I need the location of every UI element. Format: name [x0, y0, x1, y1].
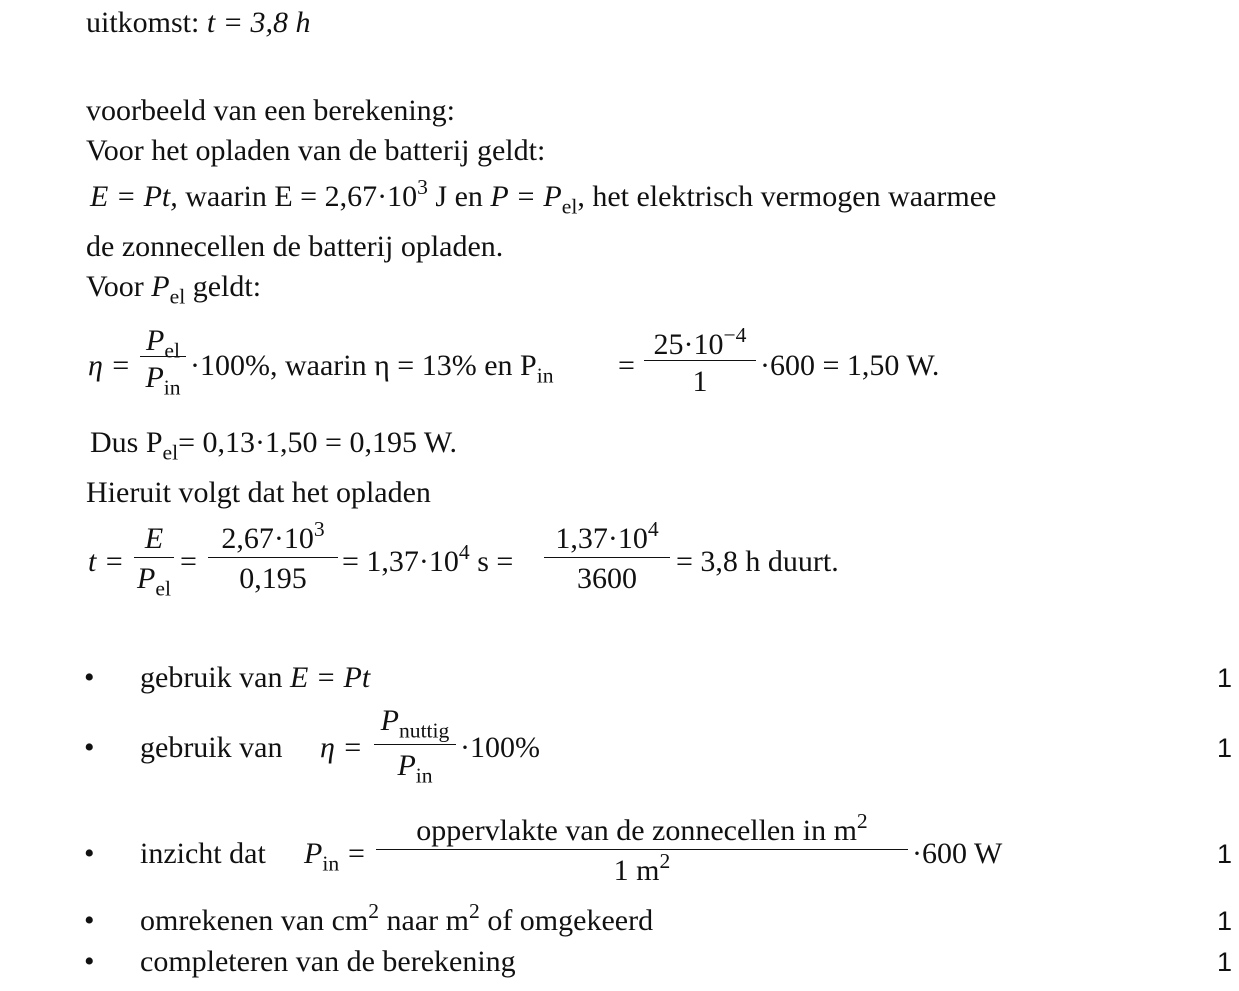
bullet: • [84, 837, 95, 870]
criterion-5-points: 1 [1217, 947, 1233, 977]
criterion-4-points: 1 [1217, 906, 1233, 936]
time-fraction-3: $1,37\cdot 10^4$ 3600 [544, 524, 670, 594]
criterion-3-lhs: $P_{in}$ [304, 837, 340, 876]
bullet: • [84, 731, 95, 764]
time-fraction-2: $2,67\cdot 10^3$ 0,195 [208, 524, 338, 594]
bullet: • [84, 945, 95, 978]
dus-line: Dus $P_{el}= 0,13\cdot 1,50 = 0,195$ W. [90, 426, 457, 465]
bullet: • [84, 661, 95, 694]
criterion-2-text: gebruik van [140, 731, 283, 764]
time-lhs: t = [88, 545, 125, 578]
result-line [86, 8, 310, 38]
bullet: • [84, 904, 95, 937]
criterion-1-formula: E = Pt [289, 661, 371, 694]
time-result: = 3,8 h duurt. [676, 545, 839, 578]
time-fraction-1: E $P_{el}$ [134, 524, 174, 594]
pin-equals: = [618, 349, 635, 382]
waarin-text: waarin [185, 180, 267, 213]
calc-line-4: Voor $P_{el}$ geldt: [86, 270, 262, 309]
criterion-2-rest: ·100% [460, 731, 540, 764]
power-equality: $P = P_{el}$ [490, 180, 578, 219]
joule-en-text: J en [435, 180, 483, 213]
criterion-3-text: inzicht dat [140, 837, 266, 870]
criterion-3-equals: = [348, 837, 365, 870]
calc-heading: voorbeeld van een berekening: [86, 94, 456, 127]
criterion-1-points: 1 [1217, 663, 1233, 693]
power-description: , het elektrisch vermogen waarmee [577, 180, 997, 213]
result-label: uitkomst: [86, 6, 200, 39]
criterion-5: completeren van de berekening [140, 945, 516, 978]
criterion-1: gebruik van E = Pt [140, 661, 371, 694]
pel-symbol: $P_{el}$ [151, 270, 186, 309]
pin-fraction: $25\cdot 10^{-4}$ 1 [644, 330, 756, 397]
eta-lhs: η = [88, 349, 131, 382]
criterion-2-points: 1 [1217, 733, 1233, 763]
criterion-3-points: 1 [1217, 839, 1233, 869]
criterion-2-fraction: $P_{nuttig}$ $P_{in}$ [374, 706, 456, 781]
energy-formula: E = Pt, [90, 180, 178, 213]
criterion-4: omrekenen van $cm^2$ naar $m^2$ of omgekeerd [140, 899, 654, 937]
time-equals-1: = [180, 545, 197, 578]
energy-value: $E = 2,67\cdot 10^3$ [274, 175, 428, 213]
calc-line-2 [90, 175, 997, 219]
pin-result: ·600 = 1,50 W. [760, 349, 940, 382]
criterion-2-lhs: η = [320, 731, 363, 764]
eta-rest: ·100%, waarin η = 13% en $P_{in}$ [190, 349, 554, 388]
eta-fraction: $P_{el}$ $P_{in}$ [140, 326, 186, 393]
hieruit-line: Hieruit volgt dat het opladen [86, 476, 431, 509]
criterion-3-fraction: oppervlakte van de zonnecellen in $m^2$ 1 $m^2$ [376, 816, 908, 886]
time-seconds: = $1,37\cdot 10^4$ s = [342, 540, 514, 578]
criterion-3-rest: ·600 W [912, 837, 1003, 870]
calc-line-1: Voor het opladen van de batterij geldt: [86, 134, 546, 167]
result-equation: t = 3,8 h [206, 6, 311, 39]
calc-line-3: de zonnecellen de batterij opladen. [86, 230, 504, 263]
